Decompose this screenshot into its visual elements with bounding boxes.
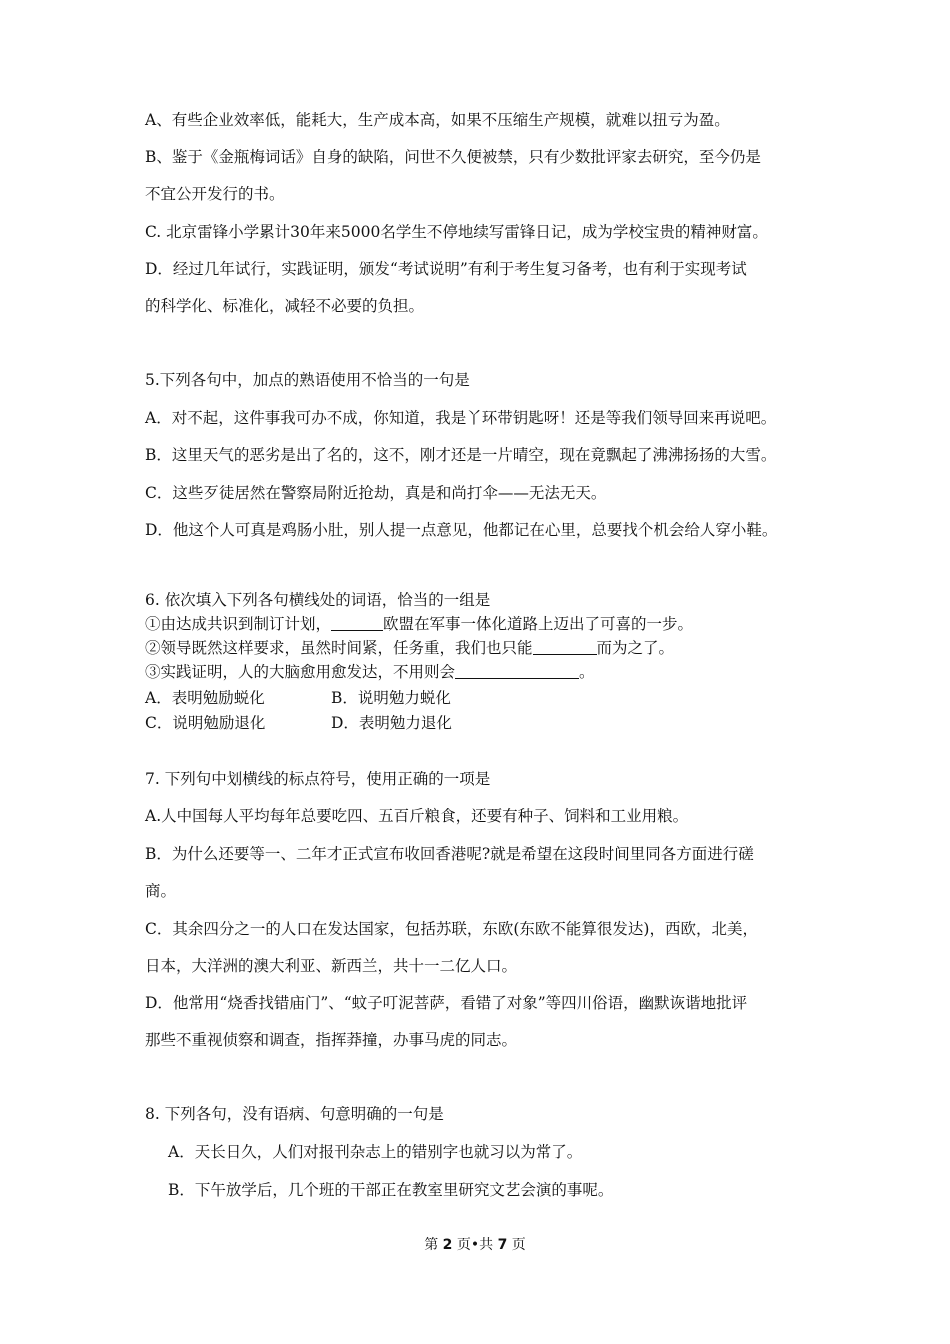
q8-title: 8. 下列各句，没有语病、句意明确的一句是 [145,1105,444,1123]
page-footer [0,1234,950,1254]
q7-option-d-line1: D．他常用“烧香找错庙门”、“蚊子叮泥菩萨，看错了对象”等四川俗语，幽默诙谐地批评 [145,994,748,1012]
q8-option-b: B．下午放学后，几个班的干部正在教室里研究文艺会演的事呢。 [168,1181,614,1199]
q7-option-c-line2: 日本，大洋洲的澳大利亚、新西兰，共十一二亿人口。 [145,957,518,975]
q4-option-d-line2: 的科学化、标准化，减轻不必要的负担。 [145,297,425,315]
q6-options-row-2 [145,713,452,733]
q6-option-c: C．说明勉励退化 [145,714,266,732]
q4-option-a: A、有些企业效率低，能耗大，生产成本高，如果不压缩生产规模，就难以扭亏为盈。 [145,111,730,129]
q7-title: 7. 下列句中划横线的标点符号，使用正确的一项是 [145,770,491,788]
q6-sentence-2 [145,638,674,658]
q6-sentence-3 [145,662,595,682]
q5-title: 5.下列各句中，加点的熟语使用不恰当的一句是 [145,371,470,389]
q6-s3-pre: ③实践证明，人的大脑愈用愈发达，不用则会 [145,663,456,681]
q6-title: 6. 依次填入下列各句横线处的词语，恰当的一组是 [145,591,491,609]
q4-option-b-line2: 不宜公开发行的书。 [145,185,285,203]
q6-s2-pre: ②领导既然这样要求，虽然时间紧，任务重，我们也只能 [145,639,533,657]
q6-option-d: D．表明勉力退化 [331,714,452,732]
q6-s2-post: 而为之了。 [596,639,675,657]
q7-option-c-line1: C．其余四分之一的人口在发达国家，包括苏联，东欧(东欧不能算很发达)，西欧，北美， [145,920,758,938]
q5-option-d: D．他这个人可真是鸡肠小肚，别人提一点意见，他都记在心里，总要找个机会给人穿小鞋。 [145,521,778,539]
footer-page-number: 2 [442,1237,453,1253]
q6-blank-3 [455,663,579,679]
q7-option-a: A.人中国每人平均每年总要吃四、五百斤粮食，还要有种子、饲料和工业用粮。 [145,807,689,825]
q6-s1-post: 欧盟在军事一体化道路上迈出了可喜的一步。 [383,615,694,633]
q6-blank-2 [533,639,597,655]
q7-option-b-line2: 商。 [145,882,177,900]
q6-s1-pre: ①由达成共识到制订计划， [145,615,332,633]
q5-option-a: A．对不起，这件事我可办不成，你知道，我是丫环带钥匙呀！还是等我们领导回来再说吧。 [145,409,777,427]
footer-total-pages: 7 [497,1237,508,1253]
q6-s3-post: 。 [579,663,595,681]
footer-prefix: 第 [424,1237,439,1253]
q6-sentence-1 [145,614,693,634]
q7-option-b-line1: B．为什么还要等一、二年才正式宣布收回香港呢?就是希望在这段时间里同各方面进行磋 [145,845,754,863]
q4-option-d-line1: D．经过几年试行，实践证明，颁发“考试说明”有利于考生复习备考，也有利于实现考试 [145,260,747,278]
q5-option-c: C．这些歹徒居然在警察局附近抢劫，真是和尚打伞——无法无天。 [145,484,607,502]
footer-suffix: 页 [511,1237,526,1253]
q6-options-row-1 [145,688,451,708]
q6-option-b: B．说明勉力蜕化 [331,689,451,707]
footer-middle: 页•共 [456,1237,494,1253]
q4-option-b-line1: B、鉴于《金瓶梅词话》自身的缺陷，问世不久便被禁，只有少数批评家去研究，至今仍是 [145,148,761,166]
q6-option-a: A．表明勉励蜕化 [145,689,265,707]
q6-blank-1 [331,615,383,631]
q8-option-a: A．天长日久，人们对报刊杂志上的错别字也就习以为常了。 [168,1143,583,1161]
q7-option-d-line2: 那些不重视侦察和调查，指挥莽撞，办事马虎的同志。 [145,1031,518,1049]
q5-option-b: B．这里天气的恶劣是出了名的，这不，刚才还是一片晴空，现在竟飘起了沸沸扬扬的大雪。 [145,446,777,464]
q4-option-c: C. 北京雷锋小学累计30年来5000名学生不停地续写雷锋日记，成为学校宝贵的精神财富。 [145,223,768,241]
